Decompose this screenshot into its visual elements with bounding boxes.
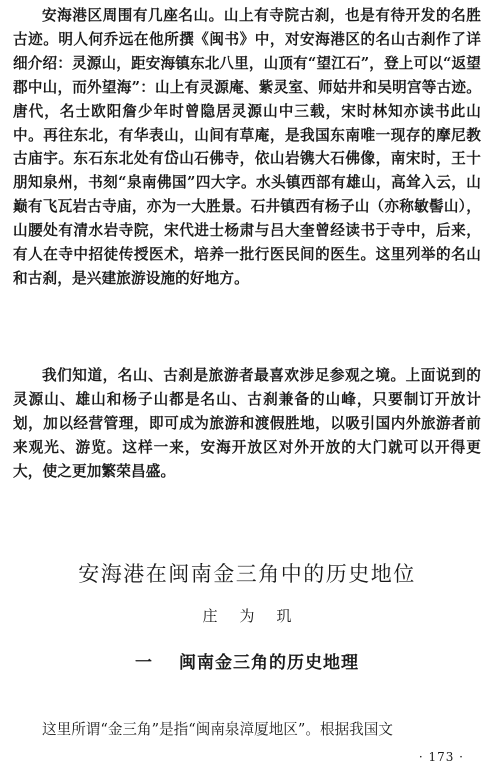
section-heading <box>0 648 494 673</box>
body-paragraph-2: 我们知道，名山、古刹是旅游者最喜欢涉足参观之境。上面说到的灵源山、雄山和杨子山都是名山、古刹兼备的山峰，只要制订开放计划，加以经营管理，即可成为旅游和渡假胜地，以吸引国内外旅游者前来观光、游览。这样一来，安海开放区对外开放的大门就可以开得更大，使之更加繁荣昌盛。 <box>13 367 481 480</box>
article-title: 安海港在闽南金三角中的历史地位 <box>78 562 416 586</box>
section-first-line: 这里所谓“金三角”是指“闽南泉漳厦地区”。根据我国文 <box>42 721 393 738</box>
section-title: 闽南金三角的历史地理 <box>179 653 359 673</box>
body-paragraph-1: 安海港区周围有几座名山。山上有寺院古刹，也是有待开发的名胜古迹。明人何乔远在他所撰《闽书》中，对安海港区的名山古刹作了详细介绍：灵源山，距安海镇东北八里，山顶有“望江石”，登上可以“返望郡中山，而外望海”：山上有灵源庵、紫灵室、师姑井和吴明宫等古迹。唐代，名士欧阳詹少年时曾隐居灵源山中三载，宋时林知亦读书此山中。再往东北，有华表山，山间有草庵，是我国东南唯一现存的摩尼教古庙宇。东石东北处有岱山石佛寺，依山岩镌大石佛像，南宋时，王十朋知泉州，书刻“泉南佛国”四大字。水头镇西部有雄山，高耸入云，山巅有飞瓦岩古寺庙，亦为一大胜景。石井镇西有杨子山（亦称敏髻山），山腰处有清水岩寺院，宋代进士杨肃与吕大奎曾经读书于寺中，后来，有人在寺中招徒传授医术，培养一批行医民间的医生。这里列举的名山和古刹，是兴建旅游设施的好地方。 <box>13 7 481 287</box>
author-name: 庄为玑 <box>202 607 314 625</box>
page-number: · 173 · <box>418 750 464 764</box>
section-number: 一 <box>135 653 153 673</box>
